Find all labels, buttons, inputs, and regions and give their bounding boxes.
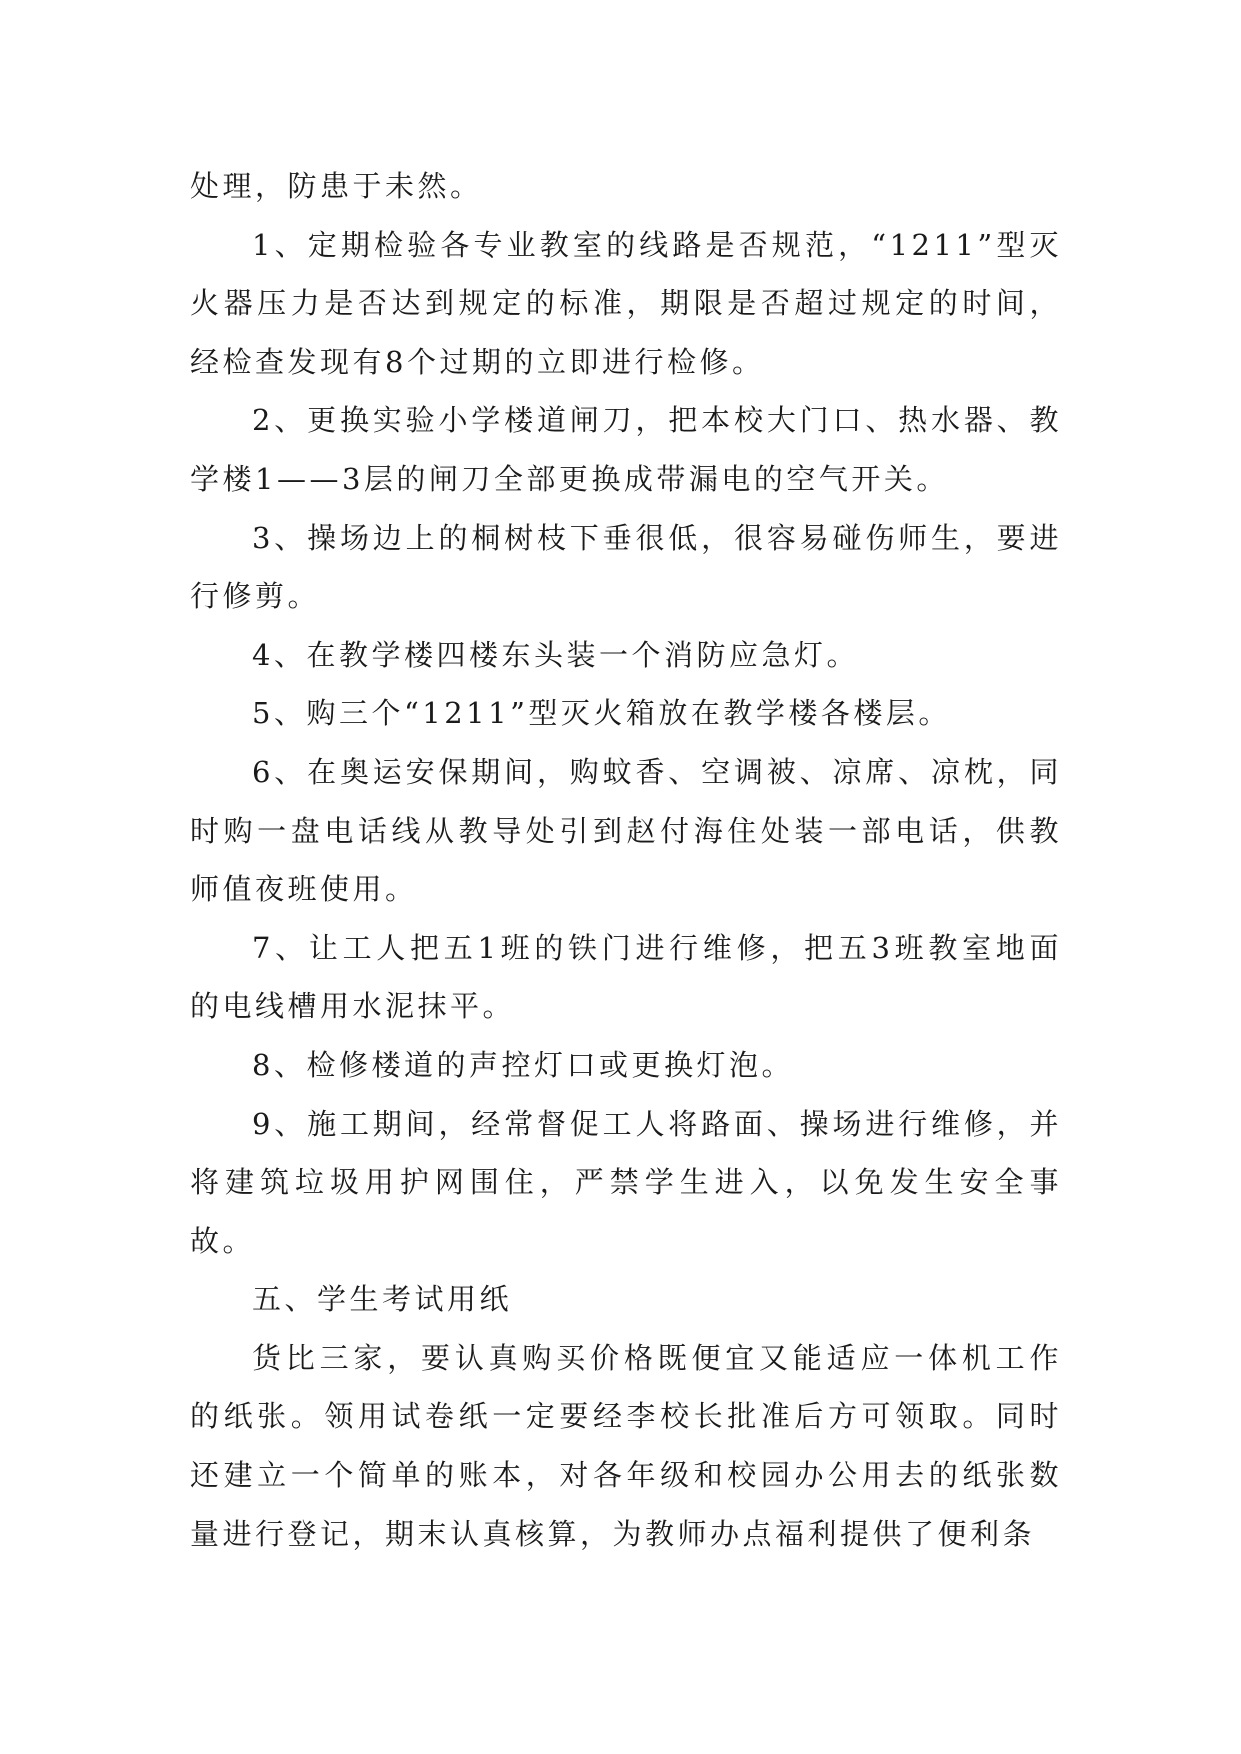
paragraph-item-7: 7、让工人把五1班的铁门进行维修，把五3班教室地面的电线槽用水泥抹平。 (190, 930, 1062, 1024)
paragraph-item-6: 6、在奥运安保期间，购蚊香、空调被、凉席、凉枕，同时购一盘电话线从教导处引到赵付海住处装一部电话，供教师值夜班使用。 (190, 754, 1062, 907)
paragraph-item-8: 8、检修楼道的声控灯口或更换灯泡。 (252, 1047, 794, 1082)
section-heading: 五、学生考试用纸 (252, 1282, 513, 1317)
paragraph-continuation: 处理，防患于未然。 (190, 169, 483, 203)
paragraph-item-1: 1、定期检验各专业教室的线路是否规范，“1211”型灭火器压力是否达到规定的标准，期限是否超过规定的时间，经检查发现有8个过期的立即进行检修。 (190, 227, 1062, 379)
paragraph-item-9: 9、施工期间，经常督促工人将路面、操场进行维修，并将建筑垃圾用护网围住，严禁学生进入，以免发生安全事故。 (190, 1106, 1062, 1258)
document-body (190, 157, 1062, 1563)
paragraph-item-5: 5、购三个“1211”型灭火箱放在教学楼各楼层。 (252, 696, 951, 731)
paragraph-item-4: 4、在教学楼四楼东头装一个消防应急灯。 (252, 637, 859, 672)
paragraph-item-3: 3、操场边上的桐树枝下垂很低，很容易碰伤师生，要进行修剪。 (190, 520, 1062, 614)
paragraph-exam-paper: 货比三家，要认真购买价格既便宜又能适应一体机工作的纸张。领用试卷纸一定要经李校长批准后方可领取。同时还建立一个简单的账本，对各年级和校园办公用去的纸张数量进行登记，期末认真核算，为教师办点福利提供了便利条 (190, 1340, 1062, 1551)
paragraph-item-2: 2、更换实验小学楼道闸刀，把本校大门口、热水器、教学楼1——3层的闸刀全部更换成带漏电的空气开关。 (190, 403, 1062, 496)
